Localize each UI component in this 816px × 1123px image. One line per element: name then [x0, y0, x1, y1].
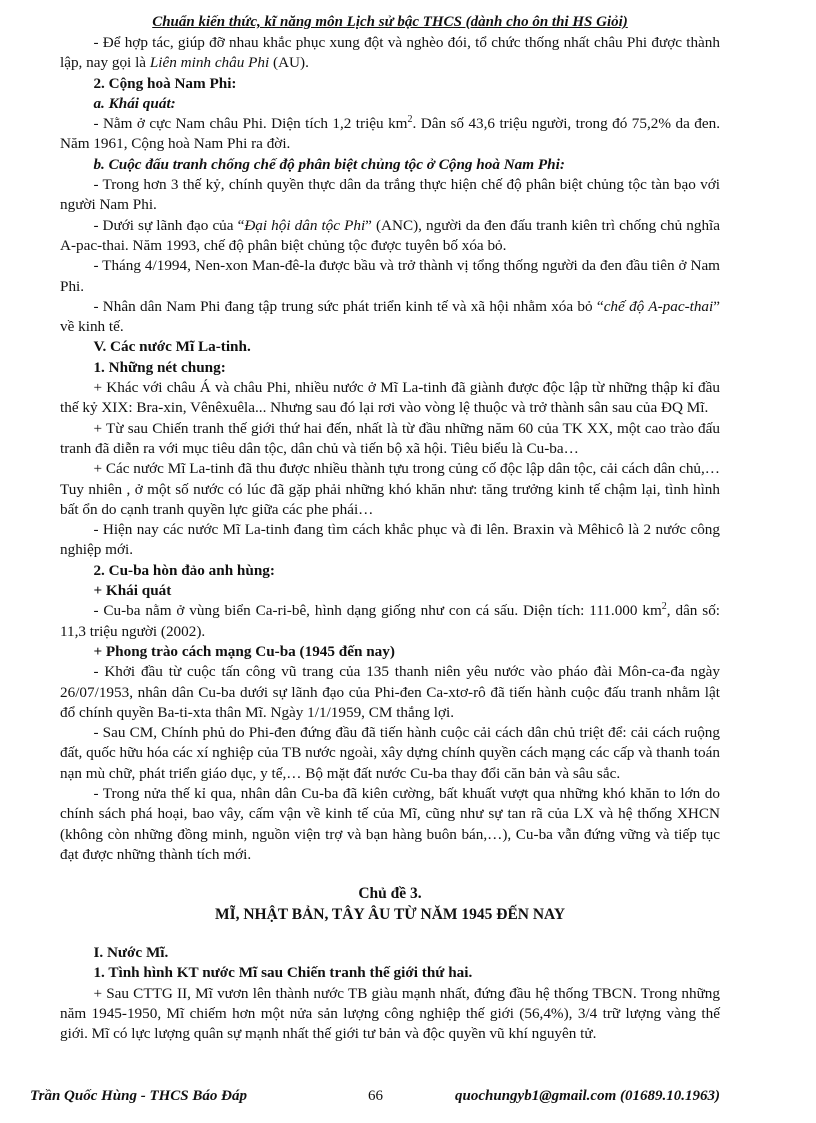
paragraph-sa-anc: - Dưới sự lãnh đạo của “Đại hội dân tộc Phi” (ANC), người da đen đấu tranh kiên trì chống chủ nghĩa A-pac-thai. Năm 1993, chế độ phân biệt chủng tộc được tuyên bố xóa bỏ. — [60, 216, 721, 254]
paragraph-sa-economy: - Nhân dân Nam Phi đang tập trung sức phát triển kinh tế và xã hội nhằm xóa bỏ “chế độ A-pac-thai” về kinh tế. — [60, 297, 720, 336]
footer-author: Trần Quốc Hùng - THCS Báo Đáp — [30, 1088, 247, 1104]
paragraph-sa-overview: - Nằm ở cực Nam châu Phi. Diện tích 1,2 triệu $km^2$. Dân số 43,6 triệu người, trong đó 75,2% da đen. Năm 1961, Cộng hoà Nam Phi ra đời. — [60, 114, 721, 153]
paragraph-la-movement: + Từ sau Chiến tranh thế giới thứ hai đến, nhất là từ đầu những năm 60 của TK XX, một cao trào đấu tranh đã diễn ra với mục tiêu dân tộc, dân chủ và tiến bộ xã hội. Tiêu biểu là Cu-ba… — [60, 419, 720, 457]
heading-usa-economy: 1. Tình hình KT nước Mĩ sau Chiến tranh thế giới thứ hai. — [93, 964, 473, 982]
heading-usa: I. Nước Mĩ. — [93, 944, 169, 962]
heading-cuba: 2. Cu-ba hòn đảo anh hùng: — [93, 561, 275, 579]
paragraph-cuba-geography: - Cu-ba nằm ở vùng biển Ca-ri-bê, hình dạng giống như con cá sấu. Diện tích: 111.000 $km^2$, dân số: 11,3 triệu người (2002). — [60, 601, 721, 640]
topic-title: MĨ, NHẬT BẢN, TÂY ÂU TỪ NĂM 1945 ĐẾN NAY — [214, 906, 566, 924]
paragraph-cuba-reforms: - Sau CM, Chính phủ do Phi-đen đứng đầu đã tiến hành cuộc cải cách dân chủ triệt để: cải cách ruộng đất, quốc hữu hóa các xí nghiệp của TB nước ngoài, xây dựng chính quyền cách mạng các cấp và thanh toán nạn mù chữ, phát triển giáo dục, y tế,… Bộ mặt đất nước Cu-ba thay đổi căn bản và sâu sắc. — [60, 724, 720, 782]
page-number: 66 — [368, 1088, 383, 1104]
paragraph-la-achievements: + Các nước Mĩ La-tinh đã thu được nhiều thành tựu trong củng cố độc lập dân tộc, cải cách dân chủ,… Tuy nhiên , ở một số nước có lúc đã gặp phải những khó khăn như: tăng trưởng kinh tế chậm lại, tình hình bất ổn do cạnh tranh quyền lực giữa các phe phái… — [60, 460, 720, 518]
heading-common-features: 1. Những nét chung: — [93, 358, 226, 376]
footer-contact: quochungyb1@gmail.com (01689.10.1963) — [455, 1088, 720, 1104]
paragraph-cuba-moncada: - Khởi đầu từ cuộc tấn công vũ trang của 135 thanh niên yêu nước vào pháo đài Môn-ca-đa ngày 26/07/1953, nhân dân Cu-ba dưới sự lãnh đạo của Phi-đen Ca-xtơ-rô đã tiến hành cuộc đấu tranh nhằm lật đổ chính quyền Ba-ti-xta thân Mĩ. Ngày 1/1/1959, CM thắng lợi. — [60, 663, 720, 721]
paragraph-la-independence: + Khác với châu Á và châu Phi, nhiều nước ở Mĩ La-tinh đã giành được độc lập từ những thập kỉ đầu thế kỷ XIX: Bra-xin, Vênêxuêla... Nhưng sau đó lại rơi vào vòng lệ thuộc và trở thành sân sau của ĐQ Mĩ. — [60, 379, 720, 417]
subheading-apartheid-struggle: b. Cuộc đấu tranh chống chế độ phân biệt chủng tộc ở Cộng hoà Nam Phi: — [93, 155, 565, 173]
subheading-cuba-overview: + Khái quát — [93, 582, 172, 600]
topic-label: Chủ đề 3. — [358, 885, 422, 903]
heading-latin-america: V. Các nước Mĩ La-tinh. — [93, 338, 251, 356]
paragraph-sa-mandela: - Tháng 4/1994, Nen-xon Man-đê-la được bầu và trở thành vị tổng thống người da đen đầu tiên ở Nam Phi. — [60, 257, 720, 295]
document-page — [60, 12, 720, 1045]
paragraph-african-union: - Để hợp tác, giúp đỡ nhau khắc phục xung đột và nghèo đói, tổ chức thống nhất châu Phi được thành lập, nay gọi là Liên minh châu Phi (AU). — [60, 34, 720, 72]
subheading-cuba-revolution: + Phong trào cách mạng Cu-ba (1945 đến nay) — [93, 642, 395, 660]
heading-south-africa: 2. Cộng hoà Nam Phi: — [93, 74, 237, 92]
paragraph-usa-economy: + Sau CTTG II, Mĩ vươn lên thành nước TB giàu mạnh nhất, đứng đầu hệ thống TBCN. Trong những năm 1945-1950, Mĩ chiếm hơn một nửa sản lượng công nghiệp thế giới (56,4%), 3/4 trữ lượng vàng thế giới. Mĩ có lực lượng quân sự mạnh nhất thế giới tư bản và độc quyền vũ khí nguyên tử. — [60, 984, 720, 1043]
paragraph-cuba-resilience: - Trong nửa thế kỉ qua, nhân dân Cu-ba đã kiên cường, bất khuất vượt qua những khó khăn to lớn do chính sách phá hoại, bao vây, cấm vận về kinh tế của Mĩ, cũng như sự tan rã của LX và hệ thống XHCN (không còn những đồng minh, nguồn viện trợ và bạn hàng buôn bán,…), Cu-ba vẫn đứng vững và tiếp tục đạt được những thành tích mới. — [60, 784, 720, 863]
running-header: Chuẩn kiến thức, kĩ năng môn Lịch sử bậc THCS (dành cho ôn thi HS Giỏi) — [152, 14, 628, 30]
paragraph-la-present: - Hiện nay các nước Mĩ La-tinh đang tìm cách khắc phục và đi lên. Braxin và Mêhicô là 2 nước công nghiệp mới. — [60, 521, 720, 559]
paragraph-sa-colonial: - Trong hơn 3 thế kỷ, chính quyền thực dân da trắng thực hiện chế độ phân biệt chủng tộc tàn bạo với người Nam Phi. — [60, 176, 720, 214]
subheading-overview: a. Khái quát: — [93, 94, 176, 112]
